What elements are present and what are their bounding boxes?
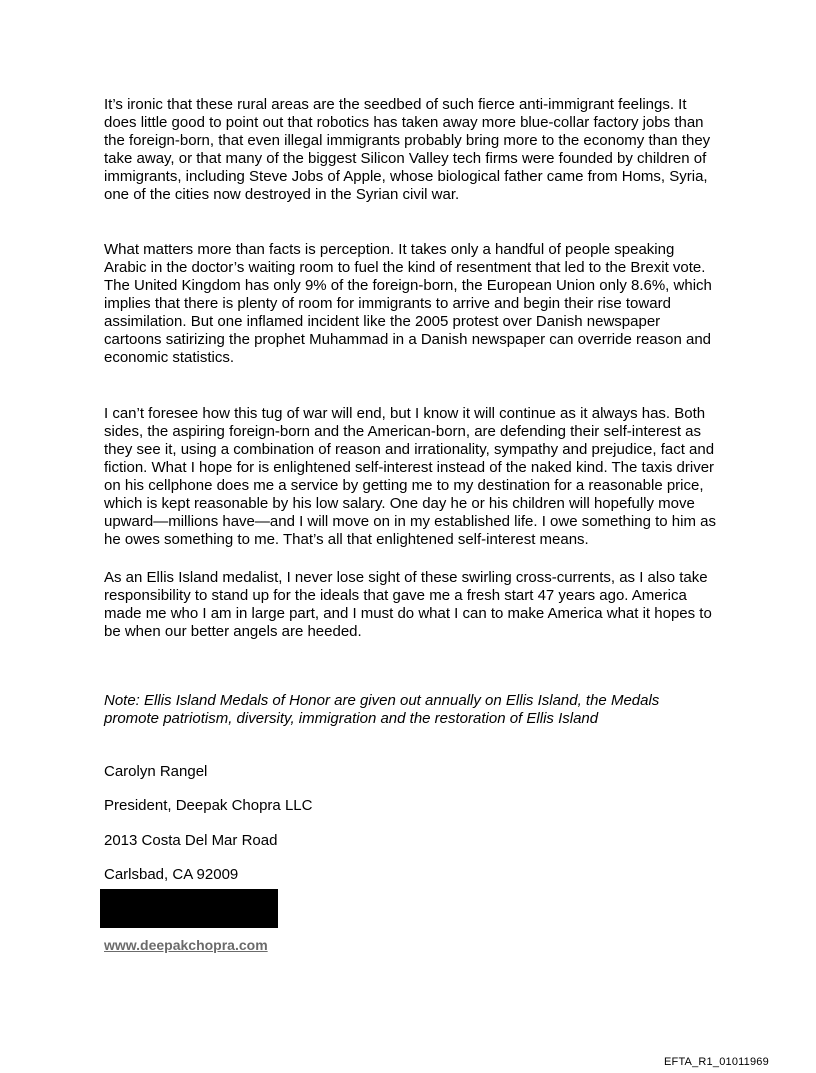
signature-name: Carolyn Rangel — [104, 763, 208, 780]
paragraph-tug-of-war: I can’t foresee how this tug of war will end, but I know it will continue as it always has. Both sides, the aspiring foreign-born and the American-born, are defending their self-interest as they see it, using a combination of reason and irrationality, sympathy and prejudice, fact and fiction. What I hope for is enlightened self-interest instead of the naked kind. The taxis driver on his cellphone does me a service by getting me to my destination for a reasonable price, which is kept reasonable by his low salary. One day he or his children will hopefully move upward—millions have—and I will move on in my established life. I owe something to him as he owes something to me. That’s all that enlightened self-interest means. — [104, 405, 716, 548]
paragraph-ellis-island-medalist: As an Ellis Island medalist, I never lose sight of these swirling cross-currents, as I also take responsibility to stand up for the ideals that gave me a fresh start 47 years ago. America made me who I am in large part, and I must do what I can to make America what it hopes to be when our better angels are heeded. — [104, 569, 712, 640]
redaction-block — [100, 889, 278, 928]
signature-city-address: Carlsbad, CA 92009 — [104, 866, 239, 883]
note-ellis-island-medals: Note: Ellis Island Medals of Honor are given out annually on Ellis Island, the Medals promote patriotism, diversity, immigration and the restoration of Ellis Island — [104, 692, 660, 727]
signature-street-address: 2013 Costa Del Mar Road — [104, 832, 278, 849]
website-link[interactable]: www.deepakchopra.com — [104, 937, 268, 953]
paragraph-perception: What matters more than facts is perception. It takes only a handful of people speaking Arabic in the doctor’s waiting room to fuel the kind of resentment that led to the Brexit vote. The United Kingdom has only 9% of the foreign-born, the European Union only 8.6%, which implies that there is plenty of room for immigrants to arrive and begin their rise toward assimilation. But one inflamed incident like the 2005 protest over Danish newspaper cartoons satirizing the prophet Muhammad in a Danish newspaper can override reason and economic statistics. — [104, 241, 712, 366]
signature-title: President, Deepak Chopra LLC — [104, 797, 313, 814]
document-id: EFTA_R1_01011969 — [664, 1056, 769, 1068]
paragraph-rural-areas: It’s ironic that these rural areas are the seedbed of such fierce anti-immigrant feelings. It does little good to point out that robotics has taken away more blue-collar factory jobs than the foreign-born, that even illegal immigrants probably bring more to the economy than they take away, or that many of the biggest Silicon Valley tech firms were founded by children of immigrants, including Steve Jobs of Apple, whose biological father came from Homs, Syria, one of the cities now destroyed in the Syrian civil war. — [104, 96, 711, 203]
